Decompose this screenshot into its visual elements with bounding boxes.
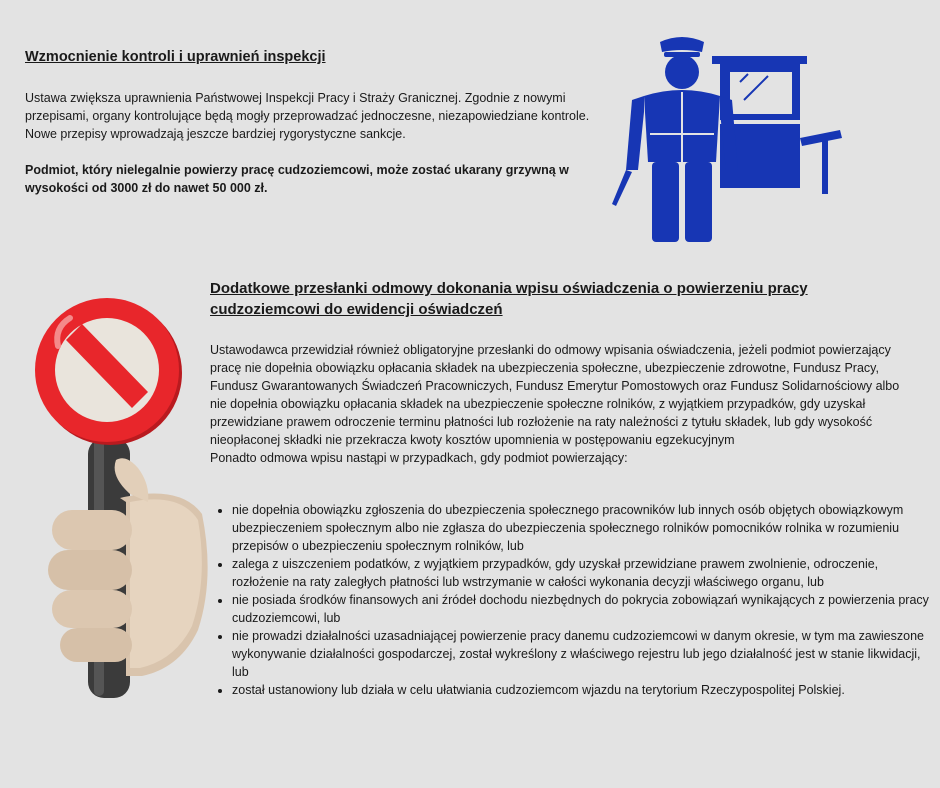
list-item: • nie posiada środków finansowych ani źródeł dochodu niezbędnych do pokrycia zobowiązań wynikających z powierzenia pracy cudzoziemcowi, lub: [232, 591, 932, 627]
list-item: • zalega z uiszczeniem podatków, z wyjątkiem przypadków, gdy uzyskał przewidziane prawem zwolnienie, odroczenie, rozłożenie na raty zaległych płatności lub wstrzymanie w całości wykonania decyzji właściwego organu, lub: [232, 555, 932, 591]
section1-title: Wzmocnienie kontroli i uprawnień inspekcji: [25, 49, 326, 65]
section1-paragraph: Ustawa zwiększa uprawnienia Państwowej Inspekcji Pracy i Straży Granicznej. Zgodnie z nowymi przepisami, organy kontrolujące będą mogły przeprowadzać jednoczesne, niezapowiedziane kontrole. Nowe przepisy wprowadzają jeszcze bardziej rygorystyczne sankcje.: [25, 91, 590, 141]
section2-paragraph: Ustawodawca przewidział również obligatoryjne przesłanki do odmowy wpisania oświadczenia, jeżeli podmiot powierzający pracę nie dopełnia obowiązku opłacania składek na ubezpieczenia społeczne, ubezpieczenie zdrowotne, Fundusz Pracy, Fundusz Gwarantowanych Świadczeń Pracowniczych, Fundusz Emerytur Pomostowych oraz Fundusz Solidarnościowy albo nie dopełnia obowiązku opłacania składek na ubezpieczenie społeczne rolników, z wyjątkiem przypadków, gdy uzyskał przewidziane prawem odroczenie terminu płatności lub rozłożenie na raty należności z tytułu składek, lub gdy wysokość nieopłaconej składki nie przekracza kwoty kosztów upomnienia w postępowaniu egzekucyjnym: [210, 343, 900, 447]
list-item: • został ustanowiony lub działa w celu ułatwiania cudzoziemcom wjazdu na terytorium Rzeczypospolitej Polskiej.: [232, 681, 932, 699]
border-guard-checkpoint-icon: [612, 34, 842, 249]
section2-body: [210, 341, 915, 467]
list-item: • nie prowadzi działalności uzasadniającej powierzenie pracy danemu cudzoziemcowi w danym okresie, w tym ma zawieszone wykonywanie działalności gospodarczej, został wykreślony z właściwego rejestru lub jego działalność jest w stanie likwidacji, lub: [232, 627, 932, 681]
section2-intro: Ponadto odmowa wpisu nastąpi w przypadkach, gdy podmiot powierzający:: [210, 451, 628, 465]
hand-holding-stop-sign-icon: [30, 288, 215, 708]
list-item: • nie dopełnia obowiązku zgłoszenia do ubezpieczenia społecznego pracowników lub innych osób objętych obowiązkowym ubezpieczeniem społecznym albo nie zgłasza do ubezpieczenia społecznego rolników pomocników rolnika w rozumieniu przepisów o ubezpieczeniu społecznym rolników, lub: [232, 501, 932, 555]
refusal-grounds-list: [210, 501, 932, 699]
section1-fine-paragraph: Podmiot, który nielegalnie powierzy pracę cudzoziemcowi, może zostać ukarany grzywną w wysokości od 3000 zł do nawet 50 000 zł.: [25, 163, 569, 195]
section2-title: Dodatkowe przesłanki odmowy dokonania wpisu oświadczenia o powierzeniu pracy cudzoziemcowi do ewidencji oświadczeń: [210, 280, 808, 318]
